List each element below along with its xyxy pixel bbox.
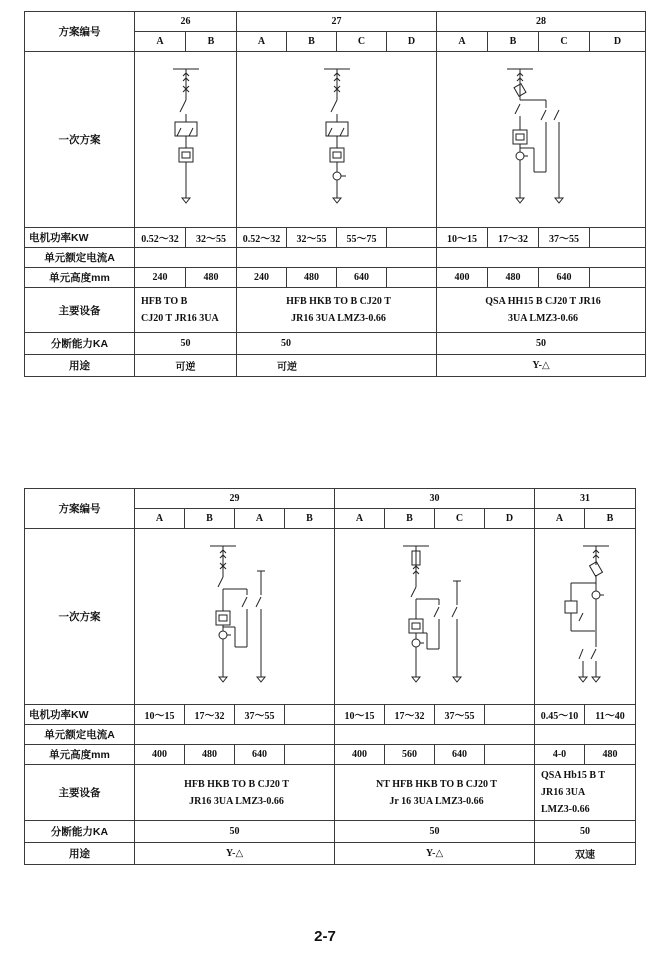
power-cell: 10～15 [335, 705, 385, 725]
height-cell: 400 [335, 745, 385, 765]
motor-power-label: 电机功率KW [25, 228, 135, 248]
motor-power-label: 电机功率KW [25, 705, 135, 725]
col-header: B [285, 509, 335, 529]
unit-current-cell [535, 725, 636, 745]
equipment-line: NT HFB HKB TO B CJ20 T [376, 778, 497, 790]
height-cell: 400 [437, 268, 488, 288]
height-cell: 560 [385, 745, 435, 765]
unit-height-label: 单元高度mm [25, 745, 135, 765]
circuit-diagram-28-svg [437, 52, 646, 227]
usage-cell: Y-△ [135, 843, 335, 865]
height-cell: 640 [235, 745, 285, 765]
unit-current-cell [437, 248, 646, 268]
equipment-line: QSA HH15 B CJ20 T JR16 [485, 296, 601, 307]
equipment-cell-27 [237, 288, 437, 333]
page-number: 2-7 [314, 928, 336, 945]
equipment-line: LMZ3-0.66 [541, 804, 590, 815]
equipment-line: 3UA LMZ3-0.66 [508, 313, 578, 324]
circuit-diagram-31 [535, 529, 636, 705]
power-cell: 0.52～32 [237, 228, 287, 248]
breaking-cell: 50 [335, 821, 535, 843]
equipment-cell-28 [437, 288, 646, 333]
scheme-number: 26 [135, 12, 237, 32]
col-header: A [437, 32, 488, 52]
power-cell: 32～55 [287, 228, 337, 248]
scheme-table-29-31 [24, 488, 636, 865]
power-cell: 37～55 [235, 705, 285, 725]
scheme-number: 28 [437, 12, 646, 32]
equipment-line: Jr 16 3UA LMZ3-0.66 [389, 795, 484, 807]
power-cell [590, 228, 646, 248]
power-cell: 55～75 [337, 228, 387, 248]
height-cell: 640 [435, 745, 485, 765]
equipment-cell-26 [135, 288, 237, 333]
scheme-no-label: 方案编号 [25, 489, 135, 529]
scheme-number: 27 [237, 12, 437, 32]
primary-scheme-label: 一次方案 [25, 529, 135, 705]
power-cell: 17～32 [385, 705, 435, 725]
col-header: D [387, 32, 437, 52]
breaking-capacity-label: 分断能力KA [25, 821, 135, 843]
col-header: D [590, 32, 646, 52]
unit-current-cell [135, 248, 237, 268]
scheme-number: 31 [535, 489, 636, 509]
height-cell: 240 [135, 268, 186, 288]
equipment-line: JR16 3UA LMZ3-0.66 [291, 313, 386, 324]
unit-current-cell [335, 725, 535, 745]
breaking-cell: 50 [135, 333, 237, 355]
col-header: A [135, 32, 186, 52]
main-equipment-label: 主要设备 [25, 288, 135, 333]
circuit-diagram-27-svg [237, 52, 437, 227]
usage-cell: Y-△ [335, 843, 535, 865]
circuit-diagram-27 [237, 52, 437, 228]
breaking-cell: 50 [135, 821, 335, 843]
circuit-diagram-31-svg [535, 529, 636, 704]
circuit-diagram-30 [335, 529, 535, 705]
circuit-diagram-29-svg [135, 529, 335, 704]
height-cell [485, 745, 535, 765]
col-header: A [535, 509, 585, 529]
equipment-line: CJ20 T JR16 3UA [141, 313, 219, 324]
col-header: B [287, 32, 337, 52]
height-cell: 640 [539, 268, 590, 288]
unit-current-cell [237, 248, 437, 268]
unit-current-label: 单元额定电流A [25, 725, 135, 745]
equipment-line: JR16 3UA [541, 787, 586, 798]
height-cell: 480 [287, 268, 337, 288]
power-cell: 10～15 [135, 705, 185, 725]
col-header: A [235, 509, 285, 529]
usage-label: 用途 [25, 355, 135, 377]
circuit-diagram-26-svg [135, 52, 237, 227]
unit-current-cell [135, 725, 335, 745]
equipment-cell-30 [335, 765, 535, 821]
power-cell: 0.52～32 [135, 228, 186, 248]
scheme-number: 29 [135, 489, 335, 509]
usage-cell: 可逆 [237, 355, 437, 377]
col-header: B [185, 509, 235, 529]
height-cell: 400 [135, 745, 185, 765]
power-cell [387, 228, 437, 248]
height-cell: 240 [237, 268, 287, 288]
height-cell: 4-0 [535, 745, 585, 765]
breaking-capacity-label: 分断能力KA [25, 333, 135, 355]
main-equipment-label: 主要设备 [25, 765, 135, 821]
power-cell: 0.45～10 [535, 705, 585, 725]
col-header: B [488, 32, 539, 52]
usage-cell: Y-△ [437, 355, 646, 377]
scheme-table-26-28 [24, 11, 646, 377]
col-header: A [135, 509, 185, 529]
power-cell [485, 705, 535, 725]
scheme-number: 30 [335, 489, 535, 509]
circuit-diagram-28 [437, 52, 646, 228]
col-header: A [237, 32, 287, 52]
col-header: A [335, 509, 385, 529]
height-cell [285, 745, 335, 765]
unit-current-label: 单元额定电流A [25, 248, 135, 268]
height-cell [590, 268, 646, 288]
col-header: C [337, 32, 387, 52]
scheme-no-label: 方案编号 [25, 12, 135, 52]
power-cell [285, 705, 335, 725]
col-header: C [539, 32, 590, 52]
power-cell: 37～55 [539, 228, 590, 248]
col-header: C [435, 509, 485, 529]
equipment-cell-29 [135, 765, 335, 821]
breaking-cell: 50 [437, 333, 646, 355]
equipment-line: HFB HKB TO B CJ20 T [286, 296, 391, 307]
power-cell: 37～55 [435, 705, 485, 725]
height-cell [387, 268, 437, 288]
power-cell: 17～32 [185, 705, 235, 725]
equipment-line: HFB TO B [141, 296, 188, 307]
equipment-line: JR16 3UA LMZ3-0.66 [189, 795, 284, 807]
power-cell: 32～55 [186, 228, 237, 248]
equipment-cell-31 [535, 765, 636, 821]
circuit-diagram-30-svg [335, 529, 535, 704]
height-cell: 480 [186, 268, 237, 288]
power-cell: 17～32 [488, 228, 539, 248]
col-header: B [385, 509, 435, 529]
height-cell: 640 [337, 268, 387, 288]
height-cell: 480 [488, 268, 539, 288]
power-cell: 11～40 [585, 705, 636, 725]
height-cell: 480 [585, 745, 636, 765]
equipment-line: HFB HKB TO B CJ20 T [184, 778, 289, 790]
primary-scheme-label: 一次方案 [25, 52, 135, 228]
col-header: D [485, 509, 535, 529]
power-cell: 10～15 [437, 228, 488, 248]
circuit-diagram-26 [135, 52, 237, 228]
usage-label: 用途 [25, 843, 135, 865]
height-cell: 480 [185, 745, 235, 765]
col-header: B [186, 32, 237, 52]
usage-cell: 双速 [535, 843, 636, 865]
circuit-diagram-29 [135, 529, 335, 705]
usage-cell: 可逆 [135, 355, 237, 377]
breaking-cell: 50 [237, 333, 437, 355]
equipment-line: QSA Hb15 B T [541, 770, 606, 781]
breaking-cell: 50 [535, 821, 636, 843]
col-header: B [585, 509, 636, 529]
unit-height-label: 单元高度mm [25, 268, 135, 288]
